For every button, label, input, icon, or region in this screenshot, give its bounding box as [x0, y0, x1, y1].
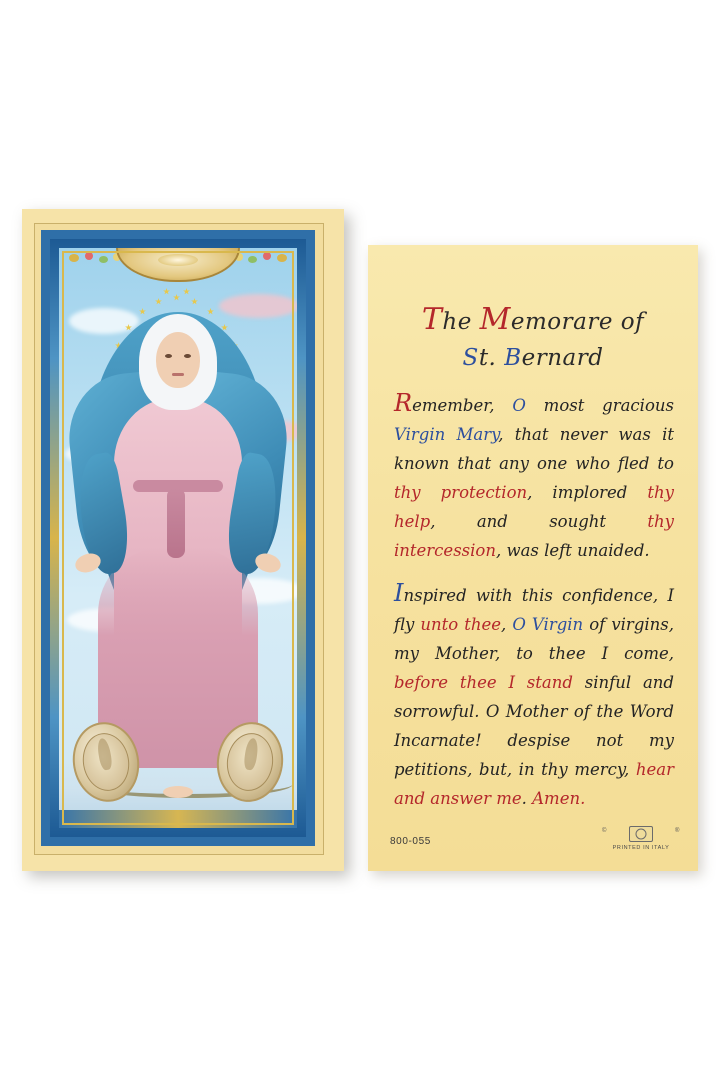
paragraph-1-text-f: , was left unaided.	[495, 541, 650, 560]
waist-sash	[133, 480, 223, 492]
paragraph-2-text-c: of virgins, my	[394, 615, 674, 663]
bottom-ornament-band	[59, 810, 297, 828]
title-line1-rest: he	[442, 309, 480, 335]
paragraph-1-text-e: , and sought	[430, 512, 648, 531]
registered-icon: ®	[674, 828, 680, 834]
prayer-title	[368, 303, 698, 375]
prayer-title-line-2	[368, 341, 698, 375]
item-code: 800-055	[390, 836, 431, 847]
paragraph-2-text-f: .	[521, 789, 533, 808]
card-artwork	[59, 248, 297, 828]
foot	[163, 786, 193, 798]
prayer-paragraph-2	[394, 581, 674, 813]
paragraph-2-text-mother: Mother	[435, 644, 495, 663]
paragraph-2-red-unto-thee: unto thee	[420, 615, 502, 634]
paragraph-1-text-b: most gracious	[525, 396, 674, 415]
title-dropcap-m: M	[479, 302, 511, 337]
title-line2-mid: t.	[478, 345, 505, 371]
publisher-logo-icon	[629, 826, 653, 842]
face	[156, 332, 200, 388]
paragraph-1-red-thy-help: thy help	[394, 483, 674, 531]
card-image-paper	[34, 223, 324, 855]
prayer-card-text-side	[368, 245, 698, 871]
paragraph-1-dropcap: R	[394, 389, 413, 417]
printed-in-label: PRINTED IN ITALY	[612, 845, 670, 851]
title-dropcap-s: S	[462, 345, 479, 371]
title-line1-tail: emorare of	[510, 309, 645, 335]
copyright-icon: ©	[602, 828, 608, 834]
prayer-paragraph-1	[394, 391, 674, 565]
holy-card-image-side	[22, 209, 344, 871]
paragraph-2-blue-o-virgin: O Virgin	[512, 615, 584, 634]
title-line2-tail: ernard	[521, 345, 604, 371]
paragraph-1-blue-o: O	[512, 396, 526, 415]
title-dropcap-t: T	[421, 302, 443, 337]
paragraph-2-text-e: sinful and sorrowful. O Mother of the Word Incarnate! despise not my petitions, but, in thy mercy,	[394, 673, 674, 779]
prayer-body	[394, 391, 674, 829]
paragraph-2-red-hear-answer: hear and answer me	[394, 760, 674, 808]
paragraph-2-red-amen: Amen.	[532, 789, 586, 808]
paragraph-2-text-b: ,	[501, 615, 513, 634]
paragraph-2-text-d: , to thee I come,	[494, 644, 674, 663]
eye-icon	[184, 354, 191, 358]
paragraph-2-dropcap: I	[394, 579, 404, 607]
paragraph-1-text-d: , implored	[527, 483, 648, 502]
paragraph-1-red-thy-intercession: thy intercession	[394, 512, 674, 560]
prayer-title-line-1	[368, 303, 698, 339]
prayer-card-paper	[368, 245, 698, 871]
title-dropcap-b: B	[504, 345, 522, 371]
paragraph-2-text-a: nspired with this confidence, I fly	[394, 586, 674, 634]
paragraph-1-text-c: , that never was it known that any one who fled to	[394, 425, 674, 473]
paragraph-1-text-a: emember,	[412, 396, 513, 415]
paragraph-2-red-before-thee: before thee I stand	[394, 673, 573, 692]
printer-mark	[604, 826, 678, 851]
eye-icon	[165, 354, 172, 358]
paragraph-1-red-thy-protection: thy protection	[394, 483, 528, 502]
decorative-frame	[41, 230, 315, 846]
paragraph-1-blue-virgin-mary: Virgin Mary	[394, 425, 499, 444]
mouth	[172, 373, 184, 376]
